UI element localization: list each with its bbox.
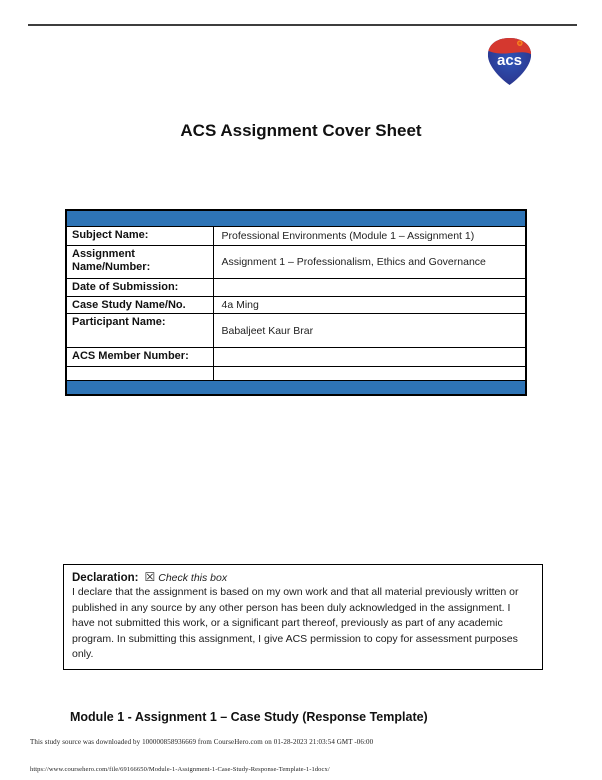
declaration-header <box>72 570 533 584</box>
declaration-text: I declare that the assignment is based on my own work and that all material previously written or published in any source by any other person has been duly acknowledged in the assignment. I have not submitted this work, or a significant part thereof, previously as part of any academic program. In submitting this assignment, I give ACS permission to copy for assessment purposes only. <box>72 586 519 660</box>
participant-name-label: Participant Name: <box>66 314 213 348</box>
table-row-empty <box>66 367 526 381</box>
acs-member-number-label: ACS Member Number: <box>66 348 213 367</box>
header-rule <box>28 24 577 26</box>
empty-row-label <box>66 367 213 381</box>
assignment-name-value: Assignment 1 – Professionalism, Ethics and Governance <box>213 245 526 278</box>
table-row-participant-name <box>66 314 526 348</box>
acs-logo-text: acs <box>496 51 523 69</box>
table-top-band <box>66 210 526 226</box>
assignment-name-label: Assignment Name/Number: <box>66 245 213 278</box>
empty-row-value <box>213 367 526 381</box>
table-bottom-band <box>66 381 526 395</box>
cover-sheet-table <box>65 209 527 396</box>
checkbox-label: Check this box <box>158 572 228 584</box>
table-row-date-of-submission <box>66 278 526 296</box>
table-row-case-study <box>66 296 526 314</box>
page-title: ACS Assignment Cover Sheet <box>180 121 422 140</box>
subject-name-label: Subject Name: <box>66 226 213 245</box>
declaration-box <box>63 564 543 670</box>
acs-logo <box>486 36 533 87</box>
table-bottom-band-cell <box>66 381 526 395</box>
table-row-assignment-name <box>66 245 526 278</box>
acs-shield-icon <box>486 36 533 87</box>
acs-member-number-value <box>213 348 526 367</box>
table-row-acs-member-number <box>66 348 526 367</box>
date-of-submission-value <box>213 278 526 296</box>
table-top-band-cell <box>66 210 526 226</box>
participant-name-value: Babaljeet Kaur Brar <box>213 314 526 348</box>
subject-name-value: Professional Environments (Module 1 – Assignment 1) <box>213 226 526 245</box>
source-url-link[interactable]: https://www.coursehero.com/file/69166650/Module-1-Assignment-1-Case-Study-Response-Template-1-1docx/ <box>30 766 330 773</box>
section-heading: Module 1 - Assignment 1 – Case Study (Response Template) <box>70 710 428 724</box>
checked-checkbox-icon: ☒ <box>144 570 156 584</box>
download-attribution: This study source was downloaded by 100000858936669 from CourseHero.com on 01-28-2023 21:03:54 GMT -06:00 <box>30 738 374 746</box>
case-study-label: Case Study Name/No. <box>66 296 213 314</box>
case-study-value: 4a Ming <box>213 296 526 314</box>
date-of-submission-label: Date of Submission: <box>66 278 213 296</box>
table-row-subject-name <box>66 226 526 245</box>
declaration-heading: Declaration: <box>72 572 139 584</box>
